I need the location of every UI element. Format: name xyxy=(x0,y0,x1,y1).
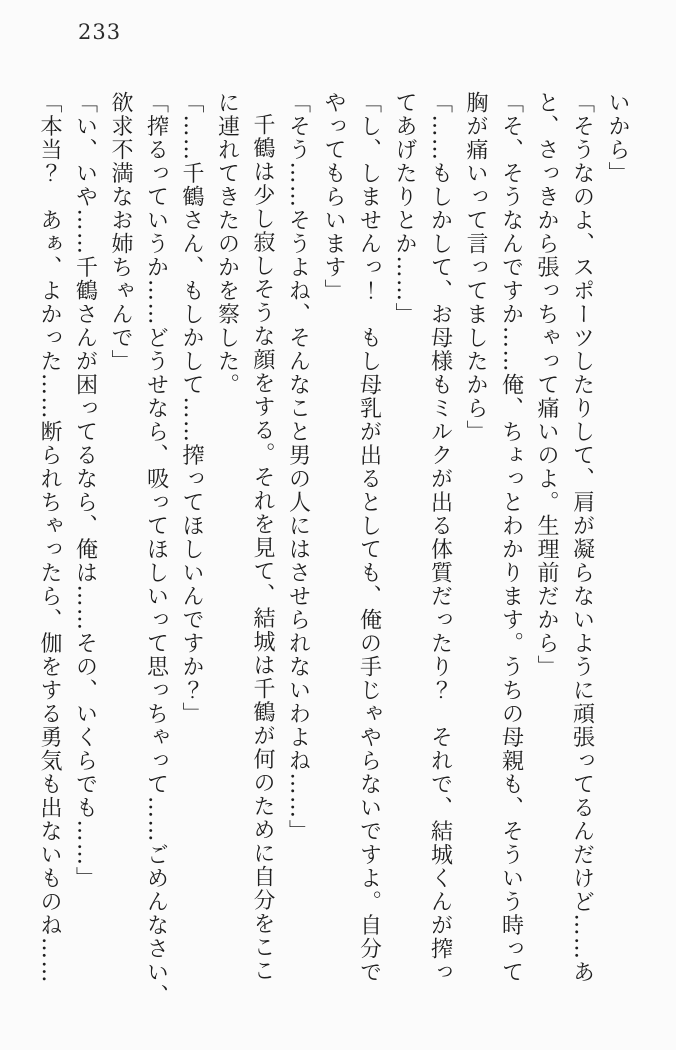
text-line-11: 千鶴は少し寂しそうな顔をする。それを見て、結城は千鶴が何のために自分をここ xyxy=(250,113,275,983)
vertical-text-block xyxy=(32,91,636,1008)
text-line-9: やってもらいます」 xyxy=(321,91,346,303)
text-line-1: いから」 xyxy=(605,91,630,185)
text-line-16: 「い、いや……千鶴さんが困ってるなら、俺は……その、いくらでも……」 xyxy=(72,91,98,890)
text-line-2: 「そうなのよ、スポーツしたりして、肩が凝らないように頑張ってるんだけど……あ xyxy=(569,91,595,984)
text-line-6: 「……もしかして、お母様もミルクが出る体質だったり？ それで、結城くんが搾っ xyxy=(427,91,453,984)
text-line-17: 「本当？ あぁ、よかった……断られちゃったら、伽をする勇気も出ないものね…… xyxy=(37,91,62,984)
text-line-7: てあげたりとか……」 xyxy=(392,91,417,326)
text-line-5: 胸が痛いって言ってましたから」 xyxy=(463,91,488,444)
text-line-15: 欲求不満なお姉ちゃんで」 xyxy=(108,91,133,373)
text-line-13: 「……千鶴さん、もしかして……搾ってほしいんですか？」 xyxy=(179,91,204,726)
text-line-4: 「そ、そうなんですか……俺、ちょっとわかります。うちの母親も、そういう時って xyxy=(498,91,524,984)
text-line-14: 「搾るっていうか……どうせなら、吸ってほしいって思っちゃって……ごめんなさい、 xyxy=(143,91,169,1008)
text-line-3: と、さっきから張っちゃって痛いのよ。生理前だから」 xyxy=(534,91,559,679)
text-line-12: に連れてきたのかを察した。 xyxy=(214,91,240,397)
text-line-10: 「そう……そうよね、そんなこと男の人にはさせられないわよね……」 xyxy=(285,91,311,843)
text-line-8: 「し、しませんっ！ もし母乳が出るとしても、俺の手じゃやらないですよ。自分で xyxy=(356,91,382,984)
page-number: 233 xyxy=(78,20,122,44)
